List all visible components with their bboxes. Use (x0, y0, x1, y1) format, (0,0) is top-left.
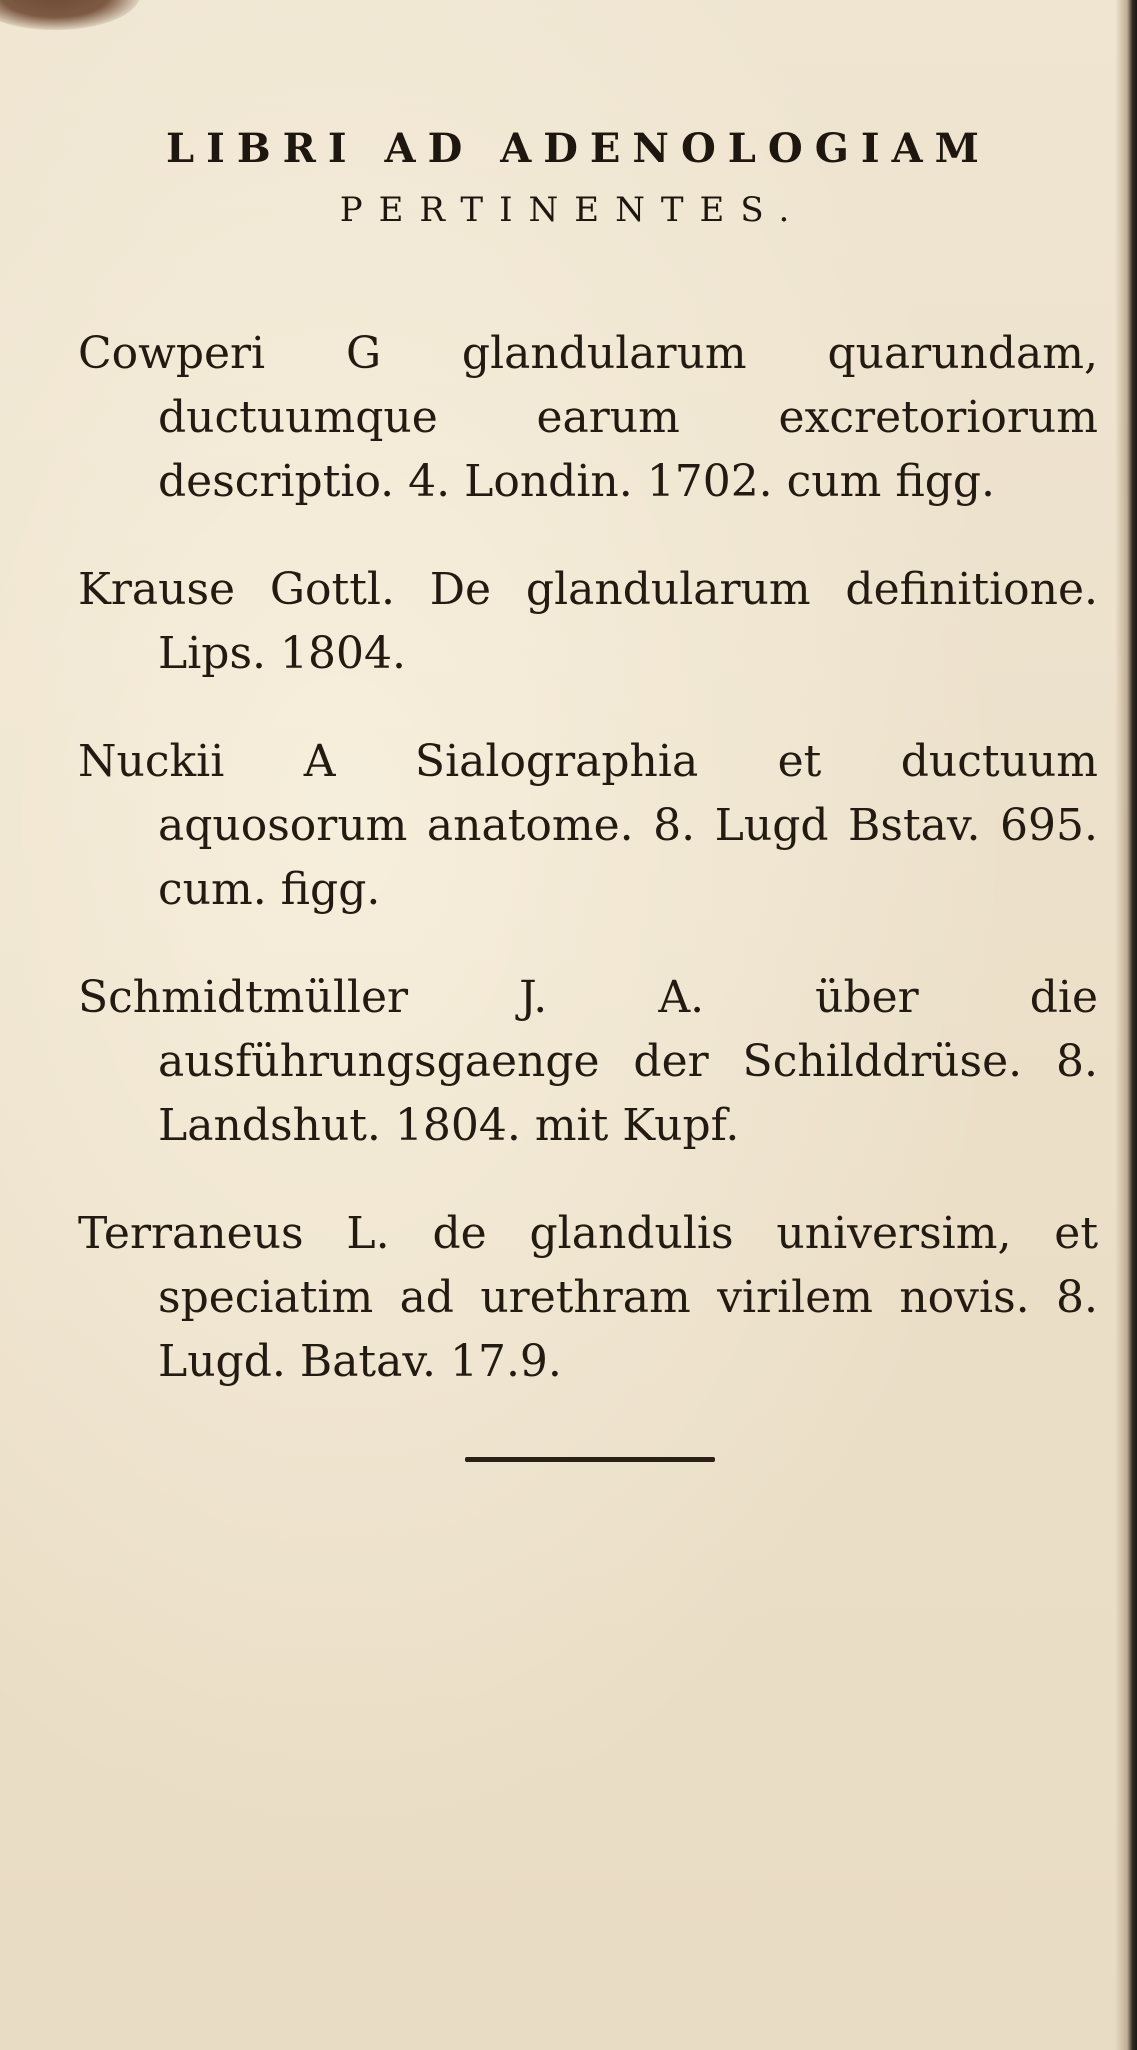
section-heading-line-2: PERTINENTES. (339, 190, 806, 230)
bibliography-entry-krause: Krause Gottl. De glandularum definitione. Lips. 1804. (78, 564, 1098, 679)
page-edge-shadow (1115, 0, 1137, 2050)
section-heading-line-1: LIBRI AD ADENOLOGIAM (166, 125, 991, 172)
corner-stain (0, 0, 140, 30)
bibliography-entry-terraneus: Terraneus L. de glandulis universim, et speciatim ad urethram virilem novis. 8. Lugd. Batav. 17.9. (78, 1208, 1098, 1387)
bibliography-list (78, 278, 1098, 1422)
bibliography-entry-nuckii: Nuckii A Sialographia et ductuum aquosorum anatome. 8. Lugd Bstav. 695. cum. figg. (78, 736, 1098, 915)
bibliography-entry-schmidtmuller: Schmidtmüller J. A. über die ausführungsgaenge der Schilddrüse. 8. Landshut. 1804. mit Kupf. (78, 972, 1098, 1151)
bibliography-entry-cowperi: Cowperi G glandularum quarundam, ductuumque earum excretoriorum descriptio. 4. Londin. 1702. cum figg. (78, 328, 1098, 507)
end-rule-divider (465, 1457, 715, 1462)
